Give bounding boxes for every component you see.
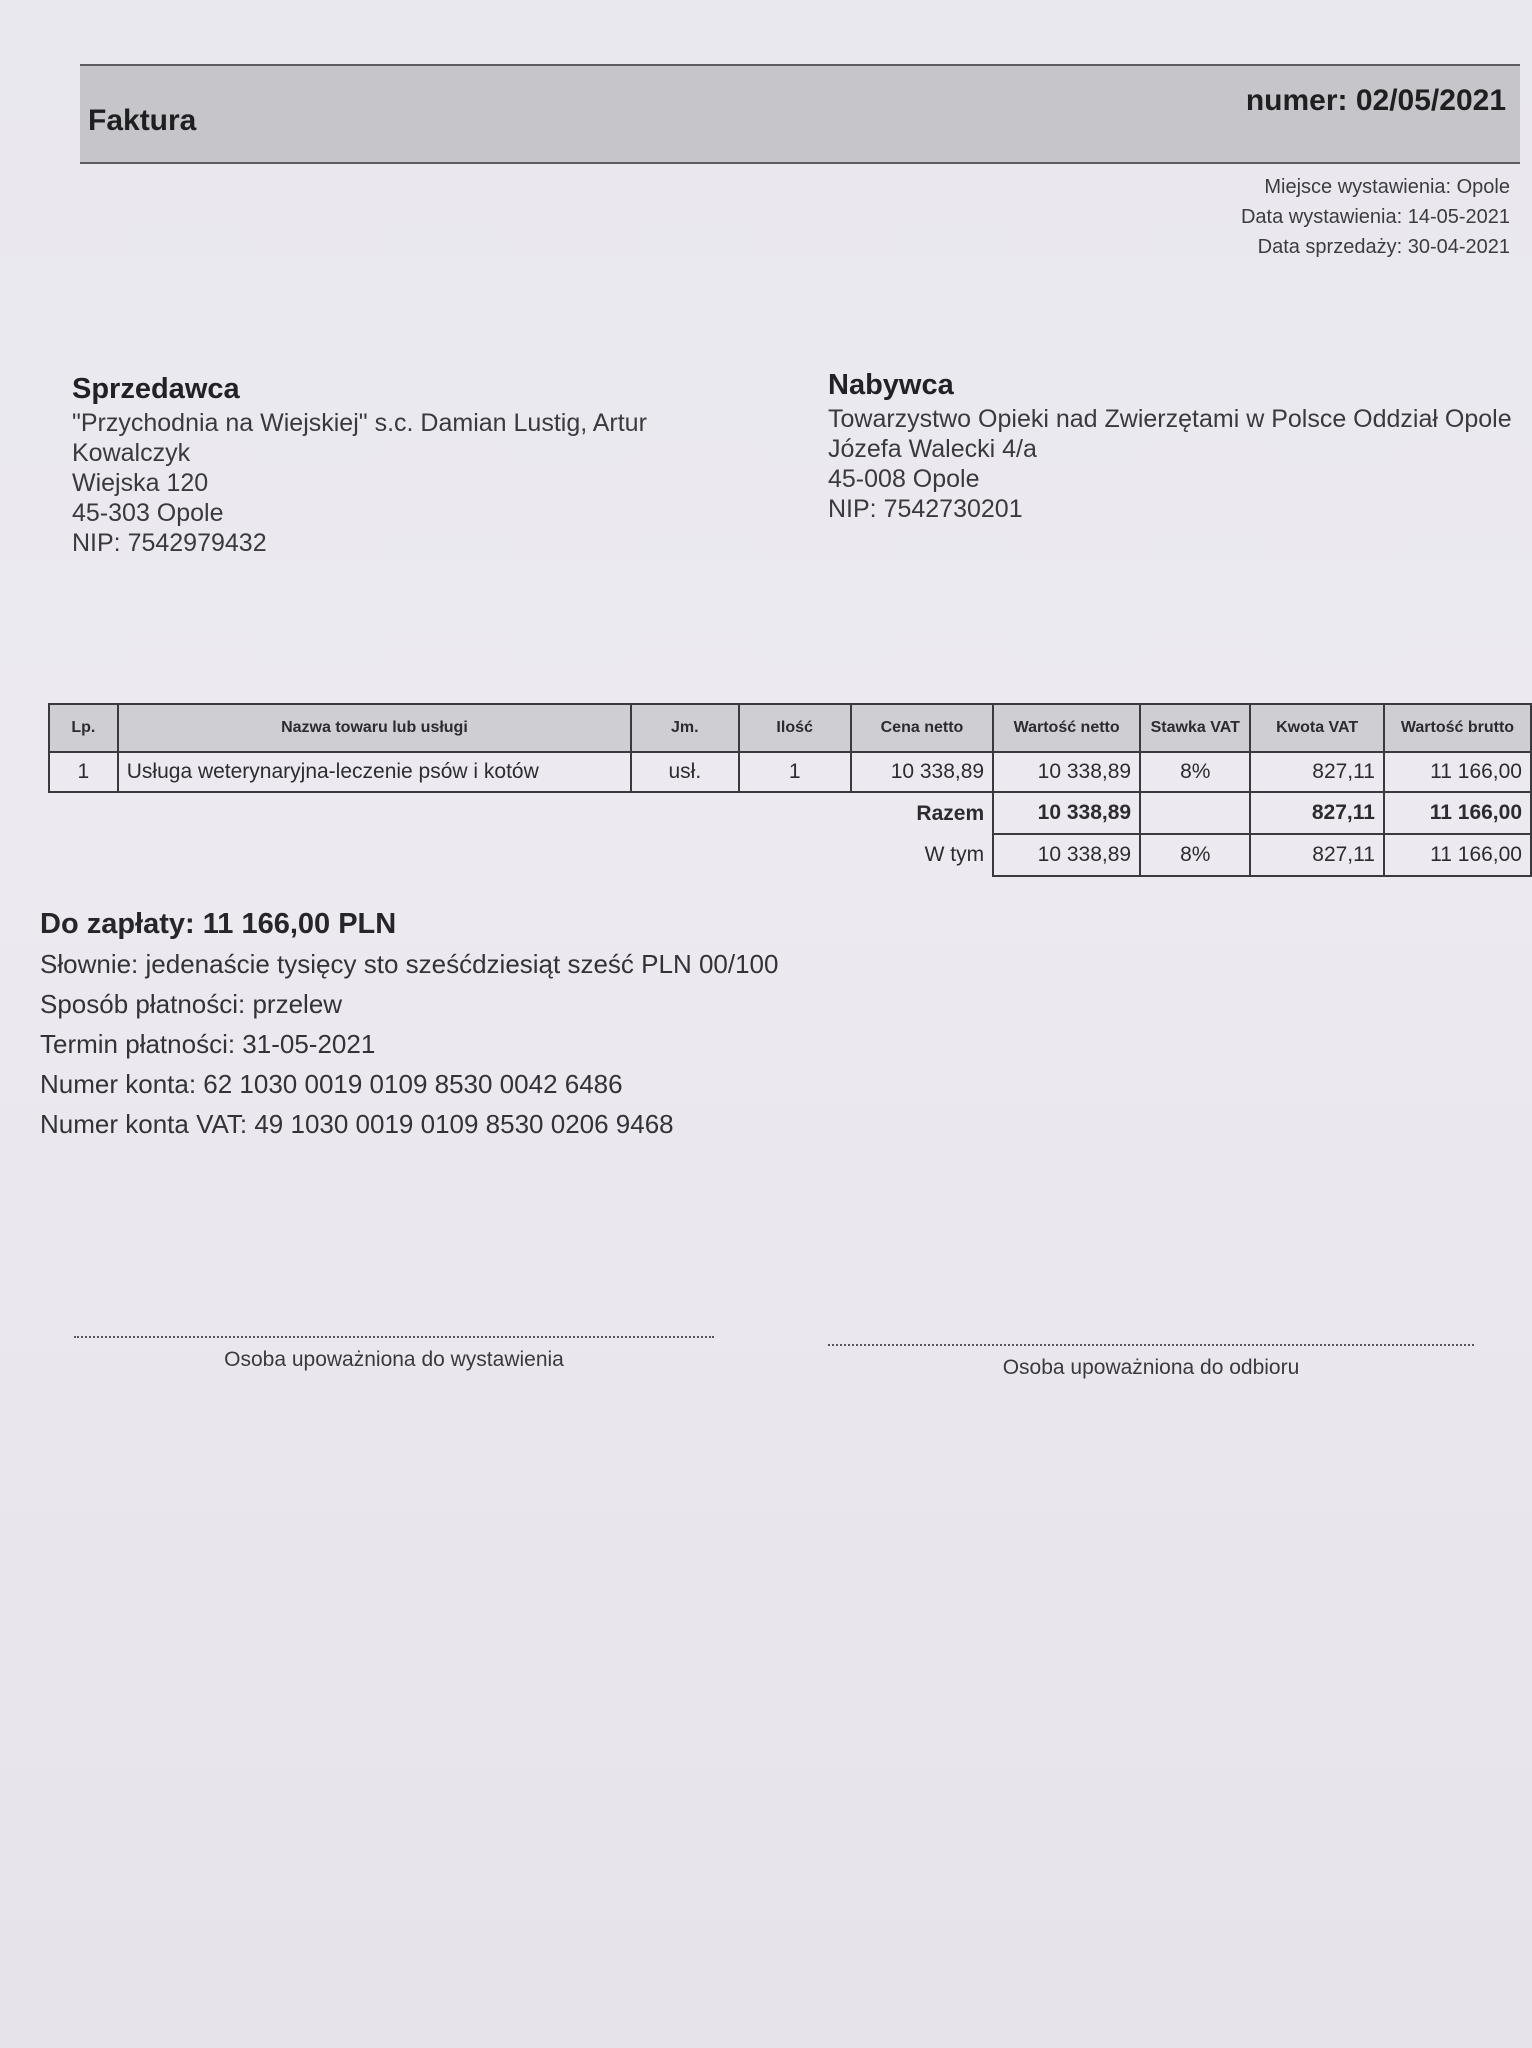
col-header-unit-net: Cena netto — [851, 704, 993, 752]
seller-name: "Przychodnia na Wiejskiej" s.c. Damian Lustig, Artur Kowalczyk — [72, 409, 647, 467]
cell-unit: usł. — [631, 752, 738, 792]
table-header-row — [49, 704, 1531, 752]
total-row — [49, 792, 1531, 834]
receiver-signature-label: Osoba upoważniona do odbioru — [1002, 1356, 1300, 1379]
col-header-unit: Jm. — [631, 704, 738, 752]
cell-unit-net: 10 338,89 — [851, 752, 993, 792]
amount-in-words: Słownie: jedenaście tysięcy sto sześćdziesiąt sześć PLN 00/100 — [40, 949, 779, 979]
buyer-city: 45-008 Opole — [828, 465, 980, 493]
document-title: Faktura — [88, 104, 197, 137]
col-header-vat-rate: Stawka VAT — [1140, 704, 1250, 752]
including-gross: 11 166,00 — [1384, 834, 1531, 876]
col-header-gross: Wartość brutto — [1384, 704, 1531, 752]
buyer-block — [828, 370, 1528, 524]
signature-line — [828, 1344, 1474, 1346]
seller-block — [72, 374, 752, 558]
total-label: Razem — [916, 801, 985, 825]
total-gross: 11 166,00 — [1384, 792, 1531, 834]
total-vat-rate — [1140, 792, 1250, 834]
buyer-street: Józefa Walecki 4/a — [828, 435, 1037, 463]
sale-date: Data sprzedaży: 30-04-2021 — [1257, 236, 1510, 258]
place-of-issue: Miejsce wystawienia: Opole — [1264, 176, 1510, 198]
including-row — [49, 834, 1531, 876]
including-label: W tym — [924, 843, 985, 866]
vat-bank-account: Numer konta VAT: 49 1030 0019 0109 8530 0206 9468 — [40, 1109, 674, 1139]
seller-street: Wiejska 120 — [72, 469, 209, 497]
invoice-number: numer: 02/05/2021 — [1245, 84, 1506, 117]
total-net: 10 338,89 — [993, 792, 1140, 834]
cell-name: Usługa weterynaryjna-leczenie psów i kotów — [118, 752, 631, 792]
total-vat: 827,11 — [1250, 792, 1384, 834]
cell-gross: 11 166,00 — [1384, 752, 1531, 792]
issuer-signature-label: Osoba upoważniona do wystawienia — [224, 1348, 564, 1371]
cell-vat: 827,11 — [1250, 752, 1384, 792]
col-header-vat: Kwota VAT — [1250, 704, 1384, 752]
buyer-heading: Nabywca — [828, 369, 954, 401]
invoice-header — [80, 64, 1520, 164]
bank-account: Numer konta: 62 1030 0019 0109 8530 0042 6486 — [40, 1069, 623, 1099]
cell-lp: 1 — [49, 752, 118, 792]
invoice-meta — [1241, 172, 1510, 262]
cell-qty: 1 — [739, 752, 851, 792]
payment-deadline: Termin płatności: 31-05-2021 — [40, 1029, 376, 1059]
issuer-signature — [74, 1336, 714, 1372]
seller-nip: NIP: 7542979432 — [72, 529, 267, 557]
seller-heading: Sprzedawca — [72, 373, 240, 405]
table-row — [49, 752, 1531, 792]
receiver-signature — [828, 1344, 1474, 1380]
items-table — [48, 703, 1532, 877]
signature-line — [74, 1336, 714, 1338]
including-net: 10 338,89 — [993, 834, 1140, 876]
payment-block — [40, 904, 778, 1144]
amount-due: Do zapłaty: 11 166,00 PLN — [40, 908, 397, 940]
buyer-nip: NIP: 7542730201 — [828, 495, 1023, 523]
cell-net: 10 338,89 — [993, 752, 1140, 792]
seller-city: 45-303 Opole — [72, 499, 224, 527]
col-header-qty: Ilość — [739, 704, 851, 752]
col-header-net: Wartość netto — [993, 704, 1140, 752]
including-vat-rate: 8% — [1140, 834, 1250, 876]
payment-method: Sposób płatności: przelew — [40, 989, 343, 1019]
issue-date: Data wystawienia: 14-05-2021 — [1240, 206, 1510, 228]
buyer-name: Towarzystwo Opieki nad Zwierzętami w Polsce Oddział Opole — [828, 405, 1512, 433]
cell-vat-rate: 8% — [1140, 752, 1250, 792]
col-header-name: Nazwa towaru lub usługi — [118, 704, 631, 752]
including-vat: 827,11 — [1250, 834, 1384, 876]
col-header-lp: Lp. — [49, 704, 118, 752]
